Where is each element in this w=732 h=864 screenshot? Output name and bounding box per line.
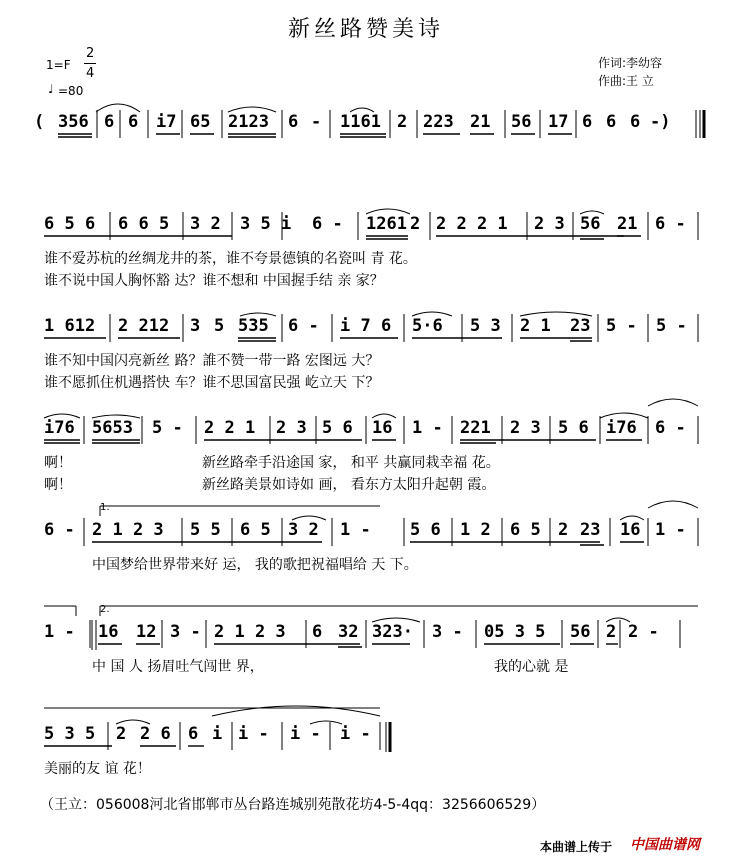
note-group: 5 -: [656, 316, 687, 336]
note-group: 6 -: [44, 520, 75, 540]
note-group: 6: [104, 112, 115, 132]
note-group: 6 6 5: [118, 214, 170, 234]
note-group: 6 -: [288, 316, 319, 336]
note-group: 6 -: [655, 214, 686, 234]
note-group: 2123: [228, 112, 269, 132]
key-signature: 1=F: [46, 58, 71, 72]
note-group: 2: [116, 724, 127, 744]
note-group: 1 -: [655, 520, 686, 540]
note-group: 6: [288, 112, 299, 132]
note-group: 6 -: [312, 214, 343, 234]
note-group: 2 3: [510, 418, 541, 438]
note-group: i 7 6: [340, 316, 392, 336]
note-group: 2 -: [628, 622, 659, 642]
note-group: 65: [190, 112, 211, 132]
note-group: 6: [128, 112, 139, 132]
note-group: 21: [617, 214, 638, 234]
slur: [240, 313, 276, 316]
note-group: 5 5: [190, 520, 221, 540]
note-group: 32: [338, 622, 359, 642]
note-group: 1 -: [340, 520, 371, 540]
time-signature-numerator: 2: [86, 46, 95, 61]
note-group: 6 5: [240, 520, 271, 540]
note-group: 2: [558, 520, 569, 540]
note-group: 2 3: [276, 418, 307, 438]
tempo: =80: [58, 84, 84, 98]
note-group: 356: [58, 112, 89, 132]
lyric-text: 新丝路牵手沿途国 家， 和平 共赢同栽幸福 花。: [202, 455, 500, 471]
footer-site-logo: 中国曲谱网: [630, 837, 700, 853]
note-group: 221: [460, 418, 491, 438]
note-group: 2 2 1: [204, 418, 256, 438]
note-group: 2 6: [140, 724, 171, 744]
note-group: 23: [580, 520, 601, 540]
note-group: 6 -: [655, 418, 686, 438]
note-group: 2: [410, 214, 421, 234]
time-signature-denominator: 4: [86, 66, 95, 81]
note-group: 16: [620, 520, 641, 540]
note-group: 6: [312, 622, 323, 642]
note-group: 323·: [372, 622, 413, 642]
note-group: 5653: [92, 418, 133, 438]
note-group: i76: [606, 418, 637, 438]
note-group: 1 -: [44, 622, 75, 642]
note-group: 2 1 2 3: [92, 520, 164, 540]
note-group: 3 2: [190, 214, 221, 234]
slur: [580, 211, 604, 214]
slur: [520, 312, 592, 316]
note-group: 2: [606, 622, 617, 642]
slur: [92, 415, 140, 418]
lyricist: 作词:李幼容: [598, 56, 663, 70]
note-group: 2 1: [520, 316, 551, 336]
slur: [292, 516, 326, 520]
note-group: 2: [397, 112, 408, 132]
note-group: 5·6: [412, 316, 443, 336]
note-group: 2 3: [534, 214, 565, 234]
note-group: (: [34, 112, 45, 132]
note-group: 3 5 i: [240, 214, 292, 234]
note-group: 5 3 5: [44, 724, 96, 744]
note-group: 17: [548, 112, 569, 132]
note-group: 2 1 2 3: [214, 622, 286, 642]
note-group: 1261: [366, 214, 407, 234]
note-group: 1 -: [412, 418, 443, 438]
slur: [116, 720, 150, 724]
note-group: 2 212: [118, 316, 170, 336]
note-group: 5 -: [152, 418, 183, 438]
note-group: 21: [470, 112, 491, 132]
slur: [310, 721, 342, 724]
lyric-text: 谁不知中国闪亮新丝 路？誰不赞一带一路 宏图远 大？: [44, 353, 380, 369]
note-group: i -: [290, 724, 321, 744]
note-group: 3: [190, 316, 201, 336]
note-group: 1161: [340, 112, 381, 132]
lyric-text: 我的心就 是: [494, 659, 569, 675]
note-group: 6: [188, 724, 199, 744]
note-group: 6: [630, 112, 641, 132]
note-group: 535: [238, 316, 269, 336]
note-group: 5: [214, 316, 225, 336]
note-group: 6: [582, 112, 593, 132]
note-group: 1 2: [460, 520, 491, 540]
lyric-text: 美丽的友 谊 花！: [44, 761, 151, 777]
note-group: 5 3: [470, 316, 501, 336]
note-group: 56: [511, 112, 532, 132]
note-group: i -: [238, 724, 269, 744]
note-group: 6 5: [510, 520, 541, 540]
tempo-note-icon: ♩: [48, 82, 54, 96]
lyric-text: 中国梦给世界带来好 运， 我的歌把祝福唱给 天 下。: [92, 557, 418, 573]
note-group: 3 -: [432, 622, 463, 642]
slur: [372, 414, 396, 418]
lyric-text: 啊！: [44, 455, 72, 471]
note-group: i7: [156, 112, 177, 132]
note-group: 223: [423, 112, 454, 132]
note-group: 3 -: [170, 622, 201, 642]
slur: [606, 618, 630, 622]
note-group: 5 6: [410, 520, 441, 540]
note-group: i: [212, 724, 223, 744]
volta-label: 1.: [100, 502, 110, 513]
note-group: 5 -: [606, 316, 637, 336]
note-group: 23: [570, 316, 591, 336]
slur: [228, 107, 276, 112]
note-group: 16: [98, 622, 119, 642]
note-group: 05 3 5: [484, 622, 546, 642]
lyric-text: 啊！: [44, 477, 72, 493]
lyric-text: 谁不爱苏杭的丝绸龙井的茶，谁不夸景德镇的名瓷叫 青 花。: [44, 251, 417, 267]
note-group: -): [650, 112, 671, 132]
page-title: 新丝路赞美诗: [287, 17, 444, 42]
note-group: 12: [136, 622, 157, 642]
slur: [96, 104, 140, 112]
note-group: 1 612: [44, 316, 96, 336]
volta-label: 2.: [100, 604, 110, 615]
note-group: 56: [570, 622, 591, 642]
slur: [412, 312, 452, 316]
note-group: 5 6: [558, 418, 589, 438]
note-group: 6: [606, 112, 617, 132]
lyric-text: 新丝路美景如诗如 画， 看东方太阳升起朝 霞。: [202, 477, 496, 493]
note-group: 2 2 2 1: [436, 214, 508, 234]
slur: [600, 413, 648, 418]
slur: [372, 618, 420, 622]
slur: [366, 209, 410, 214]
slur: [648, 501, 698, 508]
lyric-text: 中 国 人 扬眉吐气闯世 界，: [92, 659, 264, 675]
slur: [44, 414, 80, 418]
note-group: 5 6: [322, 418, 353, 438]
slur: [648, 399, 698, 406]
note-group: 6 5 6: [44, 214, 96, 234]
note-group: i76: [44, 418, 75, 438]
footer-upload-text: 本曲谱上传于: [540, 840, 613, 854]
note-group: i -: [340, 724, 371, 744]
lyric-text: 谁不说中国人胸怀豁 达？谁不想和 中国握手结 亲 家？: [44, 273, 384, 289]
slur: [620, 516, 644, 520]
lyric-text: 谁不愿抓住机遇搭快 车？谁不思国富民强 屹立天 下？: [44, 375, 380, 391]
slur: [350, 108, 374, 112]
footer-address: （王立：056008河北省邯郸市丛台路连城别苑散花坊4-5-4qq：3256606529）: [40, 797, 546, 813]
note-group: -: [311, 112, 322, 132]
note-group: 3 2: [288, 520, 319, 540]
note-group: 16: [372, 418, 393, 438]
composer: 作曲:王 立: [598, 74, 654, 88]
note-group: 56: [580, 214, 601, 234]
